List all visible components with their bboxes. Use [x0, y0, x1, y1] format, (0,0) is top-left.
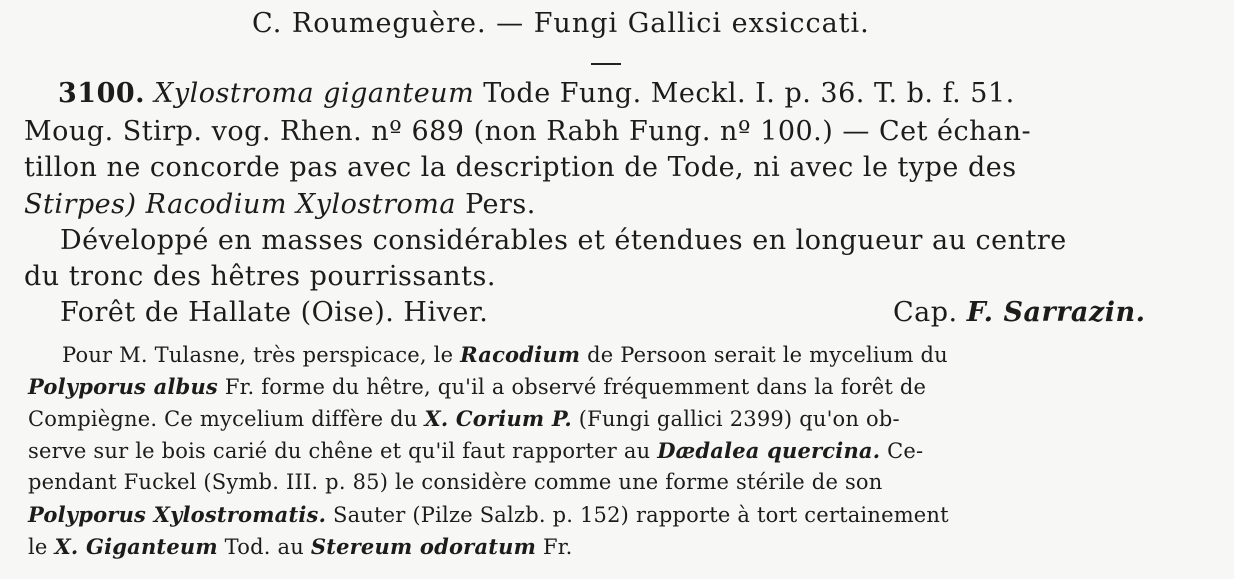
note-taxon: X. Giganteum — [54, 534, 218, 559]
collector-prefix: Cap. — [893, 297, 958, 328]
note-text: Compiègne. Ce mycelium diffère du — [28, 407, 418, 431]
note-taxon: Polyporus Xylostromatis. — [28, 502, 327, 527]
entry-number: 3100. — [58, 78, 146, 109]
note-line-5: pendant Fuckel (Symb. III. p. 85) le considère comme une forme stérile de son — [28, 470, 883, 494]
collector — [893, 297, 1146, 328]
note-line-4 — [28, 438, 923, 463]
note-text: serve sur le bois carié du chêne et qu'il faut rapporter au — [28, 439, 651, 463]
habitat-line-1: Développé en masses considérables et étendues en longueur au centre — [60, 225, 1067, 256]
note-text: le — [28, 535, 48, 559]
note-taxon: Racodium — [460, 342, 581, 367]
synonym-name: Stirpes) Racodium Xylostroma — [24, 189, 456, 220]
note-text: Sauter (Pilze Salzb. p. 152) rapporte à tort certainement — [332, 503, 949, 527]
locality: Forêt de Hallate (Oise). Hiver. — [60, 297, 489, 328]
note-taxon: X. Corium P. — [424, 406, 572, 431]
note-line-6 — [28, 502, 949, 527]
page-header: C. Roumeguère. — Fungi Gallici exsiccati. — [252, 8, 870, 39]
note-text: Ce- — [887, 439, 924, 463]
collector-name: F. Sarrazin. — [966, 297, 1146, 328]
note-line-3 — [28, 406, 900, 431]
species-name: Xylostroma giganteum — [154, 78, 475, 109]
habitat-line-2: du tronc des hêtres pourrissants. — [24, 261, 496, 292]
header-divider — [591, 63, 621, 65]
note-text: Tod. au — [224, 535, 304, 559]
note-taxon: Dædalea quercina. — [657, 438, 881, 463]
note-line-7 — [28, 534, 573, 559]
entry-line-1 — [58, 78, 1184, 109]
note-line-1 — [62, 342, 948, 367]
note-taxon: Polyporus albus — [28, 374, 218, 399]
entry-line-2: Moug. Stirp. vog. Rhen. nº 689 (non Rabh Fung. nº 100.) — Cet échan- — [24, 116, 1032, 147]
synonym-author: Pers. — [465, 189, 536, 220]
note-text: Fr. — [542, 535, 573, 559]
entry-line-4 — [24, 189, 536, 220]
entry-line-3: tillon ne concorde pas avec la description de Tode, ni avec le type des — [24, 152, 1017, 183]
note-line-2 — [28, 374, 926, 399]
note-text: Pour M. Tulasne, très perspicace, le — [62, 343, 454, 367]
note-text: de Persoon serait le mycelium du — [587, 343, 948, 367]
note-taxon: Stereum odoratum — [310, 534, 537, 559]
note-text: (Fungi gallici 2399) qu'on ob- — [578, 407, 900, 431]
note-text: Fr. forme du hêtre, qu'il a observé fréquemment dans la forêt de — [224, 375, 927, 399]
species-citation: Tode Fung. Meckl. I. p. 36. T. b. f. 51. — [483, 78, 1015, 109]
